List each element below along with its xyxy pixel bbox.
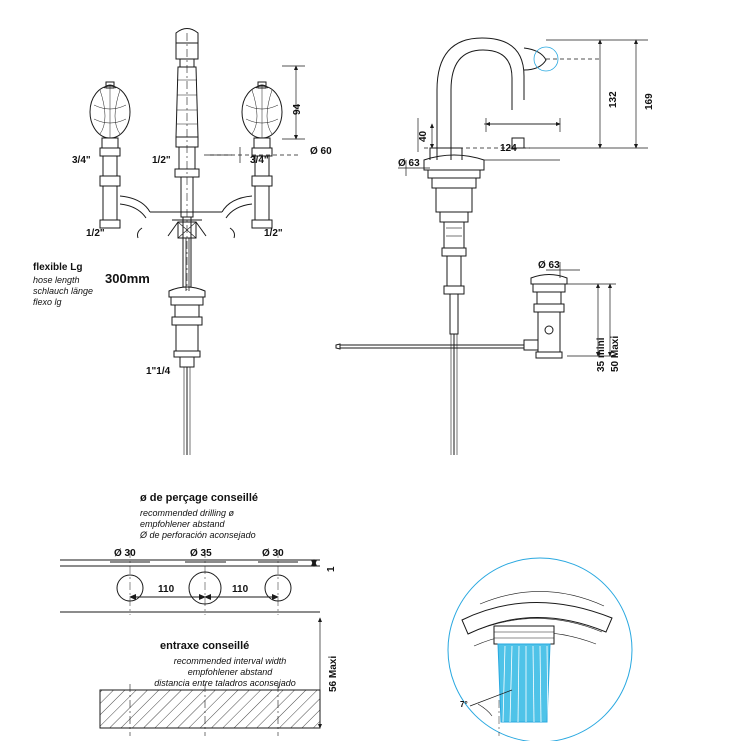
label-left-inlet-top: 3/4" (72, 155, 91, 166)
dimension-span-right-110: 110 (232, 584, 249, 595)
dimension-height-169: 169 (644, 93, 655, 110)
label-right-inlet-bottom: 1/2" (264, 228, 283, 239)
label-angle-7deg: 7° (460, 700, 468, 709)
front-view-geometry (90, 29, 282, 456)
label-left-inlet-bottom: 1/2" (86, 228, 105, 239)
aerator-detail-geometry (462, 591, 612, 736)
interval-sub2: empfohlener abstand (187, 667, 273, 677)
interval-title: entraxe conseillé (160, 640, 250, 652)
label-hole-right: Ø 30 (262, 548, 284, 559)
label-flexible-sub1: hose length (33, 275, 80, 285)
label-waste-thread: 1"1/4 (146, 366, 171, 377)
dimension-projection-124: 124 (500, 143, 517, 154)
dimension-thickness-1: 1 (326, 566, 337, 572)
dimension-depth-50-maxi: 50 Maxi (610, 335, 621, 372)
interval-sub1: recommended interval width (173, 656, 287, 666)
label-flexible-value: 300mm (105, 271, 150, 286)
label-flexible-sub2: schlauch länge (33, 286, 94, 296)
dimension-height-40: 40 (418, 130, 429, 142)
dimension-diameter-63-valve: Ø 63 (538, 260, 560, 271)
label-flexible-title: flexible Lg (33, 262, 83, 273)
drilling-sub3: Ø de perforación aconsejado (140, 530, 256, 540)
dimension-height-132: 132 (608, 91, 619, 108)
interval-sub3: distancia entre taladros aconsejado (154, 678, 296, 688)
dimension-diameter-63-side: Ø 63 (398, 158, 420, 169)
label-hole-left: Ø 30 (114, 548, 136, 559)
label-hole-center: Ø 35 (190, 548, 212, 559)
dimension-thickness-56-maxi: 56 Maxi (328, 655, 339, 692)
dimension-height-94: 94 (292, 103, 303, 115)
drilling-sub2: empfohlener abstand (140, 519, 225, 529)
drilling-sub1: recommended drilling ø (140, 508, 235, 518)
drilling-title: ø de perçage conseillé (140, 492, 258, 504)
drilling-diagram-geometry (60, 550, 320, 615)
dimension-span-left-110: 110 (158, 584, 175, 595)
label-center-top: 1/2" (152, 155, 171, 166)
dimension-depth-35-mini: 35 mini (596, 337, 607, 372)
side-view-geometry (336, 38, 567, 455)
label-right-inlet-top: 3/4" (250, 155, 269, 166)
dimension-diameter-60: Ø 60 (310, 146, 332, 157)
label-flexible-sub3: flexo lg (33, 297, 62, 307)
